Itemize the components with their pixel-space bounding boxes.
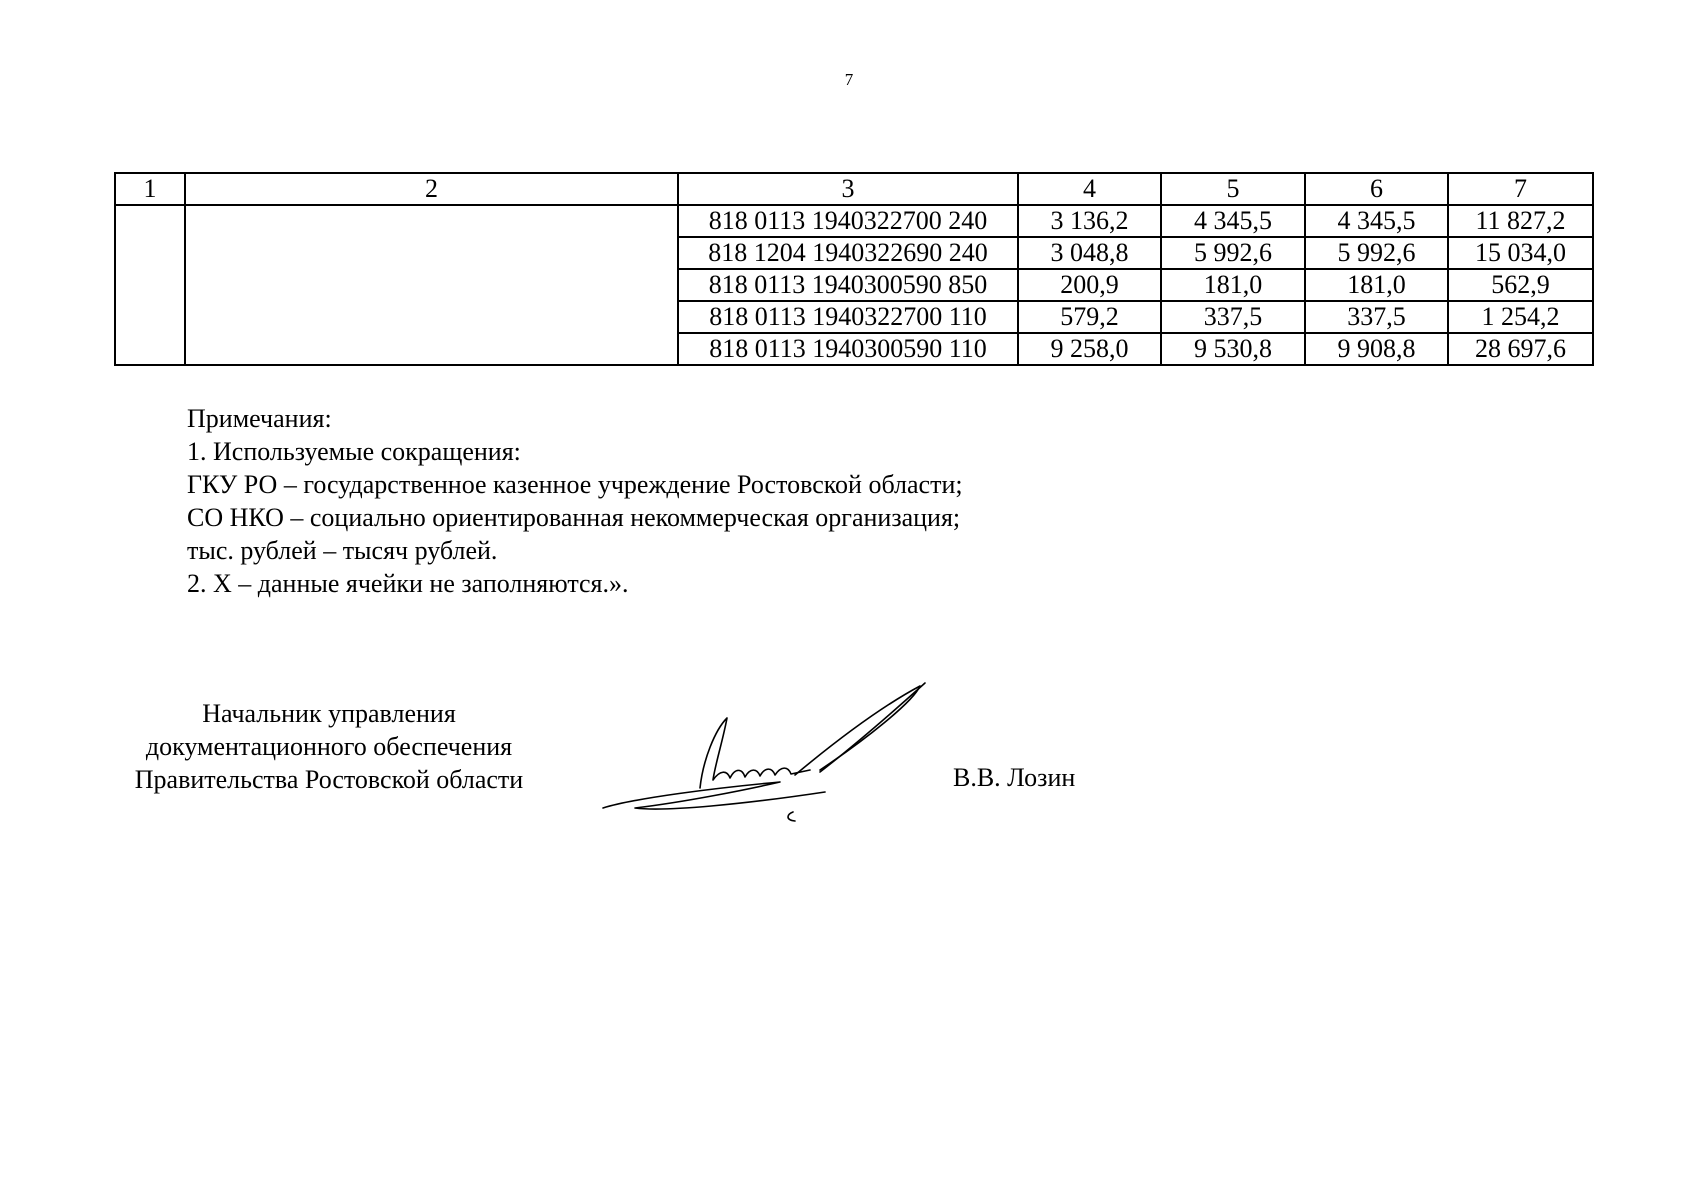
position-line: Правительства Ростовской области [134, 765, 524, 794]
value-cell: 337,5 [1161, 301, 1305, 333]
budget-code-cell: 818 0113 1940300590 850 [678, 269, 1018, 301]
position-line: Начальник управления [202, 699, 456, 728]
value-cell: 3 136,2 [1018, 205, 1161, 237]
budget-code-cell: 818 0113 1940322700 240 [678, 205, 1018, 237]
table-cell-col1 [115, 205, 185, 365]
value-cell: 181,0 [1161, 269, 1305, 301]
handwritten-signature [595, 680, 935, 830]
value-cell: 200,9 [1018, 269, 1161, 301]
budget-code-cell: 818 0113 1940300590 110 [678, 333, 1018, 365]
budget-code-cell: 818 1204 1940322690 240 [678, 237, 1018, 269]
value-cell: 4 345,5 [1305, 205, 1448, 237]
note-line: 1. Используемые сокращения: [187, 437, 521, 466]
note-line: 2. Х – данные ячейки не заполняются.». [187, 569, 629, 598]
value-cell: 3 048,8 [1018, 237, 1161, 269]
notes-heading: Примечания: [187, 404, 332, 433]
budget-code-cell: 818 0113 1940322700 110 [678, 301, 1018, 333]
page-number: 7 [844, 70, 854, 89]
value-cell: 9 530,8 [1161, 333, 1305, 365]
header-cell: 6 [1305, 173, 1448, 205]
value-cell: 5 992,6 [1161, 237, 1305, 269]
signer-position [114, 697, 544, 796]
header-cell: 5 [1161, 173, 1305, 205]
value-cell: 28 697,6 [1448, 333, 1593, 365]
notes-section [187, 402, 963, 600]
value-cell: 9 908,8 [1305, 333, 1448, 365]
value-cell: 337,5 [1305, 301, 1448, 333]
value-cell: 1 254,2 [1448, 301, 1593, 333]
value-cell: 562,9 [1448, 269, 1593, 301]
value-cell: 9 258,0 [1018, 333, 1161, 365]
table-header-row [115, 173, 1593, 205]
position-line: документационного обеспечения [145, 732, 513, 761]
budget-table [114, 172, 1594, 366]
table-row [115, 205, 1593, 237]
value-cell: 11 827,2 [1448, 205, 1593, 237]
note-line: СО НКО – социально ориентированная некоммерческая организация; [187, 503, 961, 532]
header-cell: 4 [1018, 173, 1161, 205]
table-cell-col2 [185, 205, 678, 365]
value-cell: 15 034,0 [1448, 237, 1593, 269]
note-line: ГКУ РО – государственное казенное учреждение Ростовской области; [187, 470, 963, 499]
value-cell: 579,2 [1018, 301, 1161, 333]
value-cell: 4 345,5 [1161, 205, 1305, 237]
header-cell: 1 [115, 173, 185, 205]
value-cell: 181,0 [1305, 269, 1448, 301]
header-cell: 7 [1448, 173, 1593, 205]
header-cell: 2 [185, 173, 678, 205]
note-line: тыс. рублей – тысяч рублей. [187, 536, 498, 565]
value-cell: 5 992,6 [1305, 237, 1448, 269]
header-cell: 3 [678, 173, 1018, 205]
signer-name: В.В. Лозин [953, 763, 1076, 792]
